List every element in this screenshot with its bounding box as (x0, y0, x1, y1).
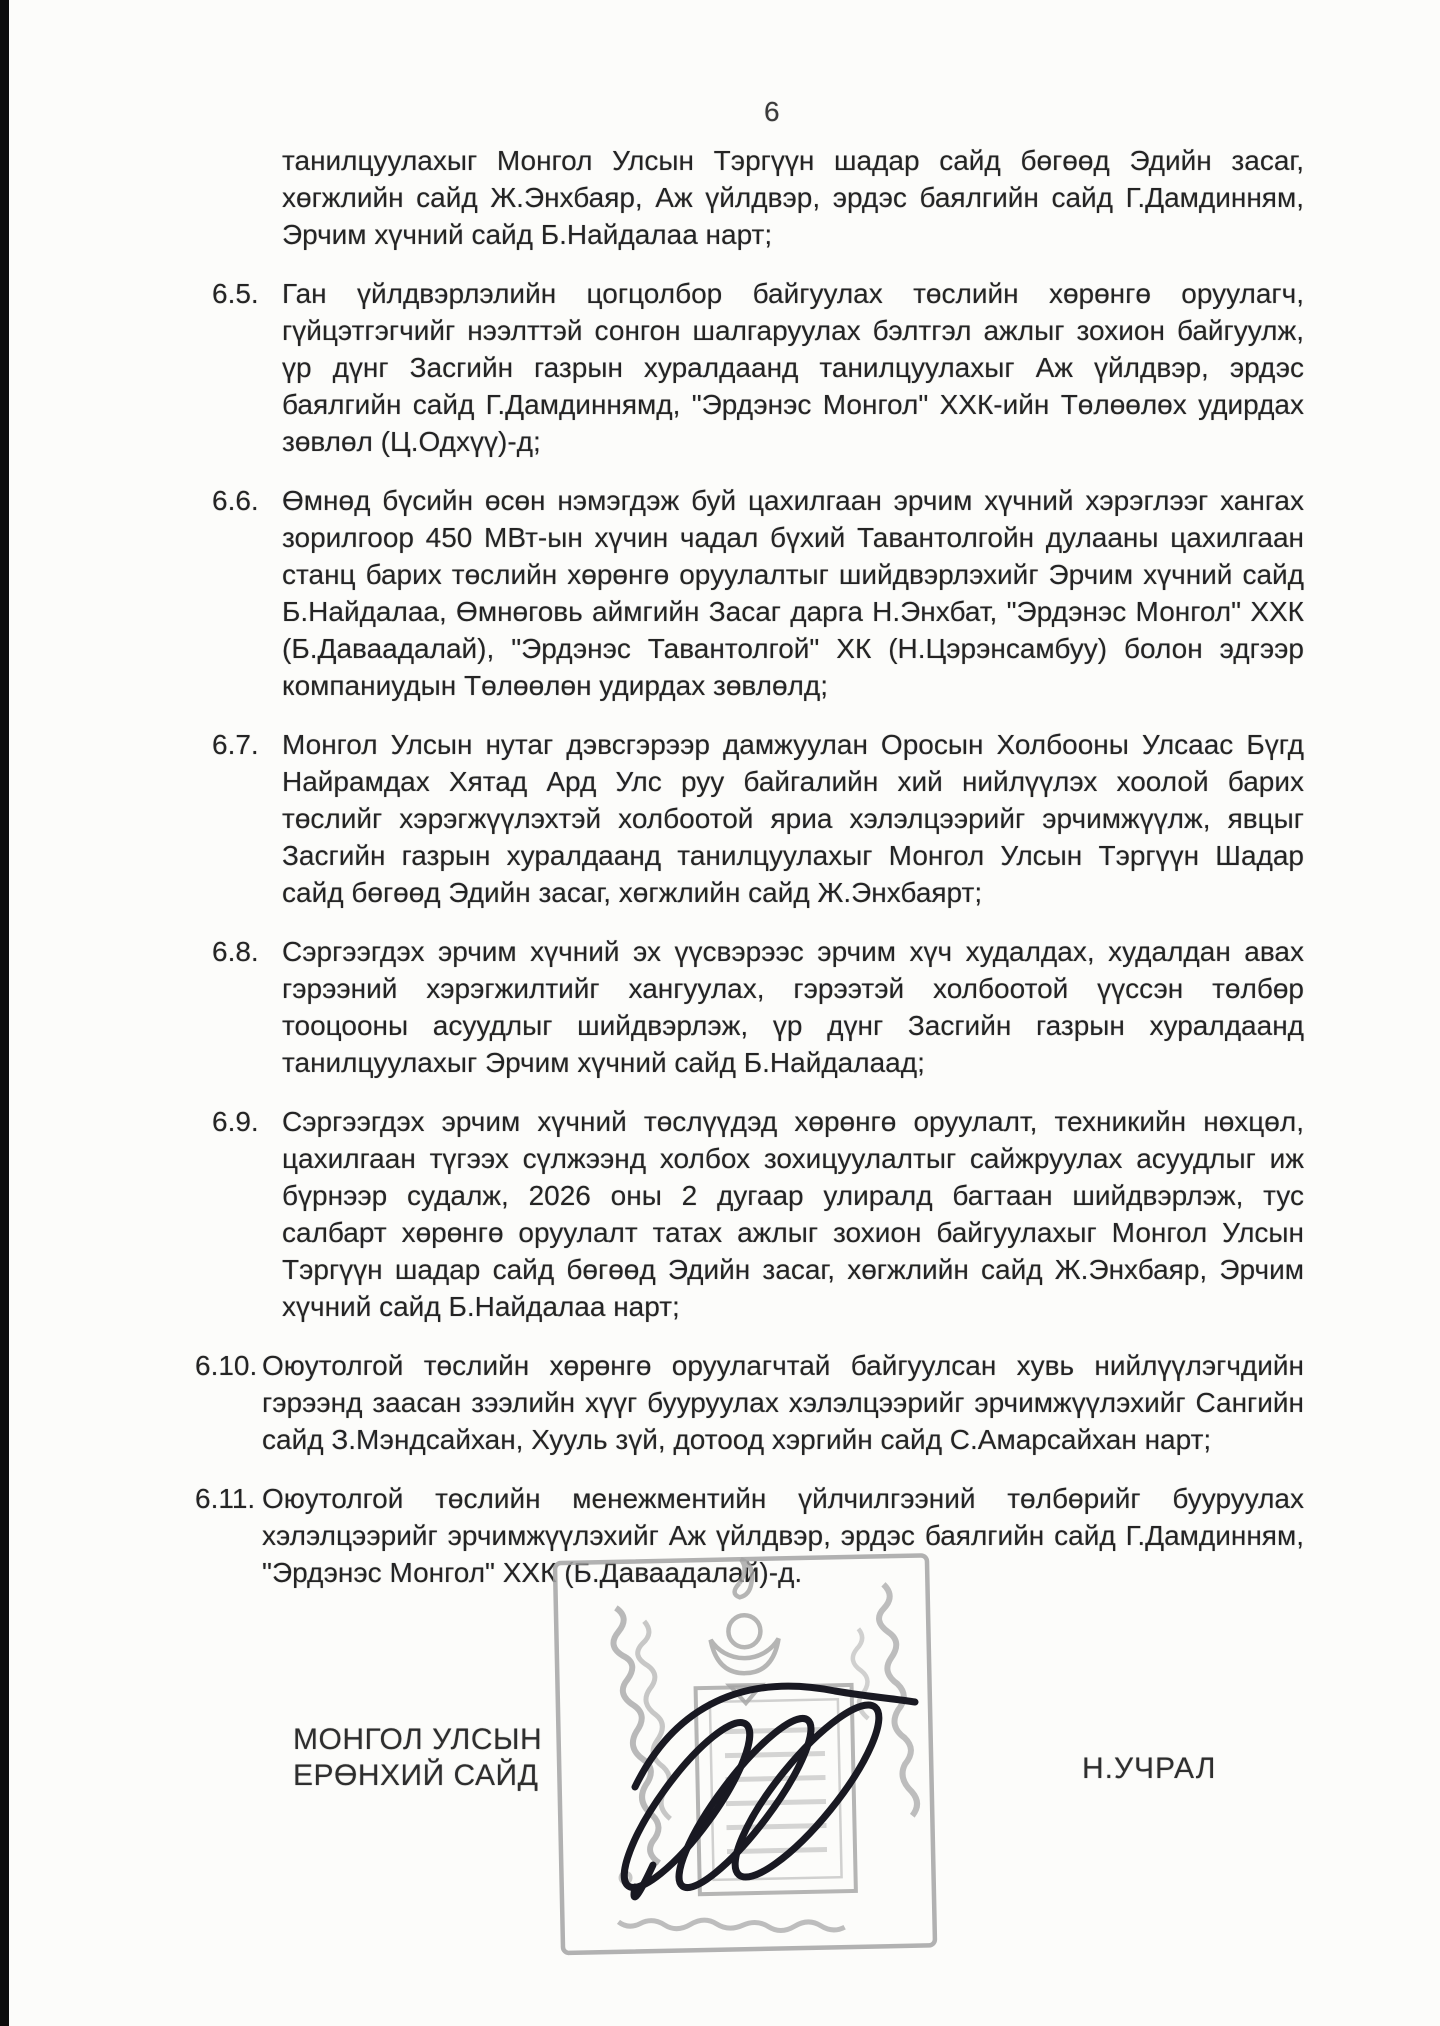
signer-office-line2: ЕРӨНХИЙ САЙД (293, 1759, 539, 1792)
paragraph-6-6 (212, 482, 1304, 704)
paragraph-text: Ган үйлдвэрлэлийн цогцолбор байгуулах төслийн хөрөнгө оруулагч, гүйцэтгэгчийг нээлттэй сонгон шалгаруулах бэлтгэл ажлыг зохион байгуулж, үр дүнг Засгийн газрын хуралдаанд танилцуулахыг Аж үйлдвэр, эрдэс баялгийн сайд Г.Дамдиннямд, "Эрдэнэс Монгол" ХХК-ийн Төлөөлөх удирдах зөвлөл (Ц.Одхүү)-д; (282, 278, 1304, 457)
paragraph-6-10 (195, 1347, 1304, 1458)
signer-office-line1: МОНГОЛ УЛСЫН (293, 1723, 543, 1756)
paragraph-text: Өмнөд бүсийн өсөн нэмэгдэж буй цахилгаан эрчим хүчний хэрэглээг хангах зорилгоор 450 МВт-ын хүчин чадал бүхий Тавантолгойн дулааны цахилгаан станц барих төслийн хөрөнгө оруулалтыг шийдвэрлэхийг Эрчим хүчний сайд Б.Найдалаа, Өмнөговь аймгийн Засаг дарга Н.Энхбат, "Эрдэнэс Монгол" ХХК (Б.Даваадалай), "Эрдэнэс Тавантолгой" ХК (Н.Цэрэнсамбуу) болон эдгээр компаниудын Төлөөлөн удирдах зөвлөлд; (282, 485, 1304, 701)
paragraph-6-9 (212, 1103, 1304, 1325)
paragraph-6-11 (195, 1480, 1304, 1591)
document-body (195, 142, 1304, 1613)
paragraph-number: 6.10. (195, 1350, 258, 1381)
paragraph-6-8 (212, 933, 1304, 1081)
signer-name: Н.УЧРАЛ (1082, 1752, 1217, 1785)
paragraph-number: 6.5. (212, 278, 259, 309)
paragraph-text: Монгол Улсын нутаг дэвсгэрээр дамжуулан Оросын Холбооны Улсаас Бүгд Найрамдах Хятад Ард Улс руу байгалийн хий нийлүүлэх хоолой барих төслийг хэрэгжүүлэхтэй холбоотой яриа хэлэлцээрийг эрчимжүүлж, явцыг Засгийн газрын хуралдаанд танилцуулахыг Монгол Улсын Тэргүүн Шадар сайд бөгөөд Эдийн засаг, хөгжлийн сайд Ж.Энхбаярт; (282, 729, 1304, 908)
handwritten-signature-icon (606, 1686, 915, 1902)
paragraph-text: танилцуулахыг Монгол Улсын Тэргүүн шадар сайд бөгөөд Эдийн засаг, хөгжлийн сайд Ж.Энхбаяр, Аж үйлдвэр, эрдэс баялгийн сайд Г.Дамдинням, Эрчим хүчний сайд Б.Найдалаа нарт; (282, 145, 1304, 250)
paragraph-number: 6.6. (212, 485, 259, 516)
paragraph-text: Оюутолгой төслийн хөрөнгө оруулагчтай байгуулсан хувь нийлүүлэгчдийн гэрээнд заасан зээлийн хүүг бууруулах хэлэлцээрийг эрчимжүүлэхийг Сангийн сайд З.Мэндсайхан, Хууль зүй, дотоод хэргийн сайд С.Амарсайхан нарт; (262, 1350, 1304, 1455)
paragraph-text: Сэргээгдэх эрчим хүчний эх үүсвэрээс эрчим хүч худалдах, худалдан авах гэрээний хэрэгжилтийг хангуулах, гэрээтэй холбоотой үүссэн төлбөр тооцооны асуудлыг шийдвэрлэж, үр дүнг Засгийн газрын хуралдаанд танилцуулахыг Эрчим хүчний сайд Б.Найдалаад; (282, 936, 1304, 1078)
paragraph-number: 6.11. (195, 1483, 256, 1514)
scan-edge-artifact (0, 0, 9, 2026)
page-number: 6 (764, 96, 780, 127)
paragraph-text: Сэргээгдэх эрчим хүчний төслүүдэд хөрөнгө оруулалт, техникийн нөхцөл, цахилгаан түгээх сүлжээнд холбох зохицуулалтыг сайжруулах асуудлыг иж бүрнээр судалж, 2026 оны 2 дугаар улиралд багтаан шийдвэрлэж, тус салбарт хөрөнгө оруулалт татах ажлыг зохион байгуулахыг Монгол Улсын Тэргүүн шадар сайд бөгөөд Эдийн засаг, хөгжлийн сайд Ж.Энхбаяр, Эрчим хүчний сайд Б.Найдалаа нарт; (282, 1106, 1304, 1322)
paragraph-number: 6.8. (212, 936, 259, 967)
paragraph-6-7 (212, 726, 1304, 911)
paragraph-continuation (212, 142, 1304, 253)
paragraph-number: 6.7. (212, 729, 259, 760)
paragraph-6-5 (212, 275, 1304, 460)
paragraph-text: Оюутолгой төслийн менежментийн үйлчилгээний төлбөрийг бууруулах хэлэлцээрийг эрчимжүүлэхийг Аж үйлдвэр, эрдэс баялгийн сайд Г.Дамдинням, "Эрдэнэс Монгол" ХХК (Б.Даваадалай)-д. (262, 1483, 1304, 1588)
signer-office (293, 1722, 542, 1794)
paragraph-number: 6.9. (212, 1106, 259, 1137)
